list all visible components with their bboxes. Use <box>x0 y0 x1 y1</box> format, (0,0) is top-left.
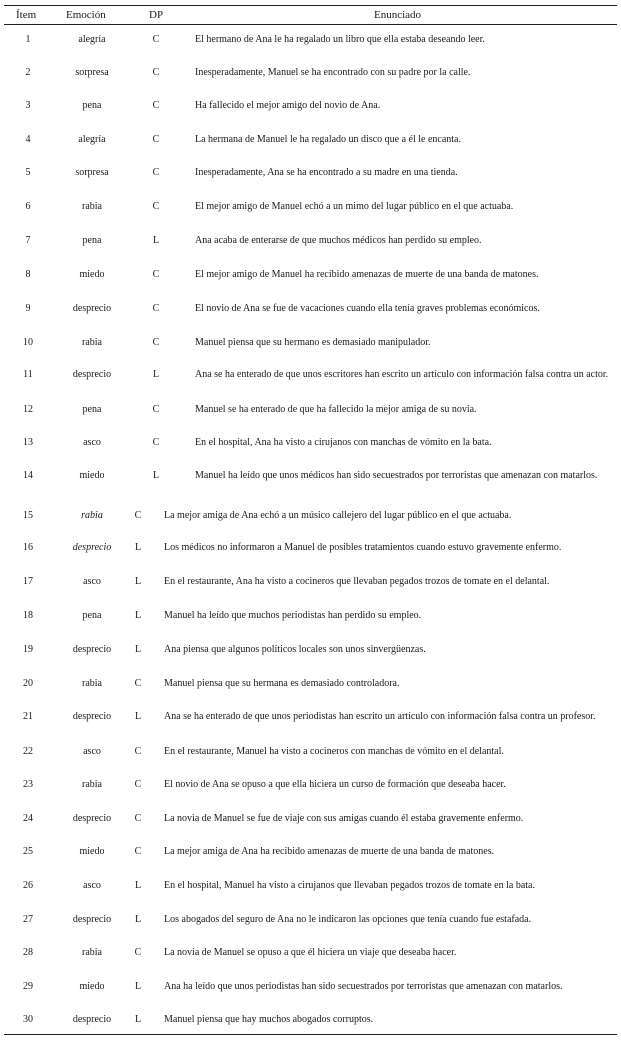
row-emotion: rabia <box>82 201 102 212</box>
row-dp: C <box>152 34 160 45</box>
row-item-number: 1 <box>25 34 31 45</box>
header-dp: DP <box>149 9 164 21</box>
row-statement: Los abogados del seguro de Ana no le indicaron las opciones que tenía cuando fue estafada. <box>164 914 532 925</box>
row-emotion: asco <box>83 437 101 448</box>
row-statement: Ana ha leído que unos periodistas han sido secuestrados por terroristas que amenazan con matarlos. <box>164 981 563 992</box>
row-dp: C <box>134 746 142 757</box>
row-item-number: 8 <box>25 269 31 280</box>
row-dp: L <box>134 610 142 621</box>
row-emotion: pena <box>82 404 102 415</box>
row-dp: C <box>152 404 160 415</box>
row-item-number: 14 <box>23 470 33 481</box>
row-item-number: 26 <box>23 880 33 891</box>
row-item-number: 20 <box>23 678 33 689</box>
row-item-number: 13 <box>23 437 33 448</box>
row-statement: El hermano de Ana le ha regalado un libro que ella estaba deseando leer. <box>195 34 485 45</box>
row-item-number: 18 <box>23 610 33 621</box>
row-dp: L <box>134 576 142 587</box>
row-dp: C <box>134 779 142 790</box>
row-statement: Los médicos no informaron a Manuel de posibles tratamientos cuando estuvo gravemente enfermo. <box>164 542 562 553</box>
row-dp: C <box>152 303 160 314</box>
row-statement: Inesperadamente, Ana se ha encontrado a su madre en una tienda. <box>195 167 458 178</box>
row-emotion: desprecio <box>72 369 112 380</box>
row-dp: C <box>152 437 160 448</box>
table-bottom-rule <box>4 1034 617 1035</box>
row-item-number: 21 <box>23 711 33 722</box>
row-emotion: alegría <box>78 34 106 45</box>
row-item-number: 25 <box>23 846 33 857</box>
row-dp: C <box>152 100 160 111</box>
row-statement: Inesperadamente, Manuel se ha encontrado con su padre por la calle. <box>195 67 471 78</box>
row-item-number: 28 <box>23 947 33 958</box>
row-emotion: desprecio <box>72 303 112 314</box>
row-emotion: alegría <box>78 134 106 145</box>
row-emotion: rabia <box>82 947 102 958</box>
header-emocion: Emoción <box>66 9 106 21</box>
row-dp: C <box>152 134 160 145</box>
row-emotion: miedo <box>79 269 105 280</box>
table-top-rule <box>4 5 617 6</box>
row-item-number: 17 <box>23 576 33 587</box>
header-enunciado: Enunciado <box>374 9 422 21</box>
row-emotion: desprecio <box>72 644 112 655</box>
row-statement: Manuel ha leído que unos médicos han sido secuestrados por terroristas que amenazan con matarlos. <box>195 470 598 481</box>
row-item-number: 19 <box>23 644 33 655</box>
row-emotion: desprecio <box>72 711 112 722</box>
row-dp: C <box>134 947 142 958</box>
row-statement: El novio de Ana se opuso a que ella hiciera un curso de formación que deseaba hacer. <box>164 779 506 790</box>
row-emotion: rabia <box>82 337 102 348</box>
row-emotion: sorpresa <box>75 167 109 178</box>
row-statement: En el hospital, Ana ha visto a cirujanos con manchas de vómito en la bata. <box>195 437 492 448</box>
row-item-number: 10 <box>23 337 33 348</box>
row-statement: Manuel piensa que su hermana es demasiado controladora. <box>164 678 400 689</box>
row-emotion: desprecio <box>72 914 112 925</box>
row-statement: La mejor amiga de Ana ha recibido amenazas de muerte de una banda de matones. <box>164 846 495 857</box>
row-dp: L <box>134 644 142 655</box>
row-emotion: rabia <box>81 510 103 521</box>
row-statement: Ana se ha enterado de que unos periodistas han escrito un artículo con información falsa contra un profesor. <box>164 711 596 722</box>
row-dp: C <box>134 846 142 857</box>
row-emotion: desprecio <box>72 813 112 824</box>
row-dp: C <box>134 678 142 689</box>
row-emotion: asco <box>83 746 101 757</box>
row-item-number: 5 <box>25 167 31 178</box>
row-dp: C <box>134 813 142 824</box>
row-dp: L <box>134 711 142 722</box>
row-statement: Manuel se ha enterado de que ha fallecido la mejor amiga de su novia. <box>195 404 477 415</box>
row-item-number: 15 <box>23 510 33 521</box>
row-statement: El mejor amigo de Manuel echó a un mimo del lugar público en el que actuaba. <box>195 201 514 212</box>
row-statement: La novia de Manuel se opuso a que él hiciera un viaje que deseaba hacer. <box>164 947 457 958</box>
row-item-number: 29 <box>23 981 33 992</box>
row-dp: C <box>134 510 142 521</box>
row-dp: C <box>152 269 160 280</box>
row-statement: Manuel piensa que su hermano es demasiado manipulador. <box>195 337 431 348</box>
row-item-number: 23 <box>23 779 33 790</box>
row-statement: La hermana de Manuel le ha regalado un disco que a él le encanta. <box>195 134 461 145</box>
row-emotion: rabia <box>82 779 102 790</box>
row-item-number: 27 <box>23 914 33 925</box>
row-statement: Manuel ha leído que muchos periodistas han perdido su empleo. <box>164 610 422 621</box>
row-statement: En el restaurante, Ana ha visto a cocineros que llevaban pegados trozos de tomate en el delantal. <box>164 576 550 587</box>
table-header-rule <box>4 24 617 25</box>
row-statement: Ana piensa que algunos políticos locales son unos sinvergüenzas. <box>164 644 426 655</box>
row-statement: En el hospital, Manuel ha visto a cirujanos que llevaban pegados trozos de tomate en la bata. <box>164 880 535 891</box>
row-item-number: 3 <box>25 100 31 111</box>
row-item-number: 22 <box>23 746 33 757</box>
row-dp: L <box>152 369 160 380</box>
row-emotion: miedo <box>79 981 105 992</box>
row-dp: L <box>134 542 142 553</box>
row-item-number: 24 <box>23 813 33 824</box>
row-item-number: 16 <box>23 542 33 553</box>
row-statement: Ana se ha enterado de que unos escritores han escrito un artículo con información falsa contra un actor. <box>195 369 609 380</box>
row-emotion: pena <box>82 235 102 246</box>
row-emotion: desprecio <box>72 542 112 553</box>
row-dp: C <box>152 67 160 78</box>
row-item-number: 2 <box>25 67 31 78</box>
header-item: Ítem <box>16 9 37 21</box>
row-dp: C <box>152 201 160 212</box>
row-emotion: asco <box>83 880 101 891</box>
row-item-number: 30 <box>23 1014 33 1025</box>
row-dp: L <box>134 914 142 925</box>
row-dp: L <box>152 235 160 246</box>
row-emotion: pena <box>82 100 102 111</box>
row-item-number: 6 <box>25 201 31 212</box>
row-emotion: desprecio <box>72 1014 112 1025</box>
row-item-number: 9 <box>25 303 31 314</box>
row-dp: L <box>134 880 142 891</box>
row-statement: La novia de Manuel se fue de viaje con sus amigas cuando él estaba gravemente enfermo. <box>164 813 524 824</box>
row-dp: C <box>152 337 160 348</box>
row-dp: L <box>134 1014 142 1025</box>
row-emotion: rabia <box>82 678 102 689</box>
row-item-number: 7 <box>25 235 31 246</box>
row-statement: Manuel piensa que hay muchos abogados corruptos. <box>164 1014 374 1025</box>
row-emotion: asco <box>83 576 101 587</box>
row-emotion: sorpresa <box>75 67 109 78</box>
row-statement: El novio de Ana se fue de vacaciones cuando ella tenía graves problemas económicos. <box>195 303 540 314</box>
row-statement: El mejor amigo de Manuel ha recibido amenazas de muerte de una banda de matones. <box>195 269 539 280</box>
row-statement: En el restaurante, Manuel ha visto a cocineros con manchas de vómito en el delantal. <box>164 746 504 757</box>
row-statement: Ana acaba de enterarse de que muchos médicos han perdido su empleo. <box>195 235 482 246</box>
row-emotion: pena <box>82 610 102 621</box>
row-statement: Ha fallecido el mejor amigo del novio de Ana. <box>195 100 381 111</box>
row-item-number: 4 <box>25 134 31 145</box>
row-emotion: miedo <box>79 470 105 481</box>
row-dp: L <box>134 981 142 992</box>
row-statement: La mejor amiga de Ana echó a un músico callejero del lugar público en el que actuaba. <box>164 510 512 521</box>
row-item-number: 11 <box>23 369 33 380</box>
row-emotion: miedo <box>79 846 105 857</box>
row-dp: C <box>152 167 160 178</box>
row-dp: L <box>152 470 160 481</box>
row-item-number: 12 <box>23 404 33 415</box>
